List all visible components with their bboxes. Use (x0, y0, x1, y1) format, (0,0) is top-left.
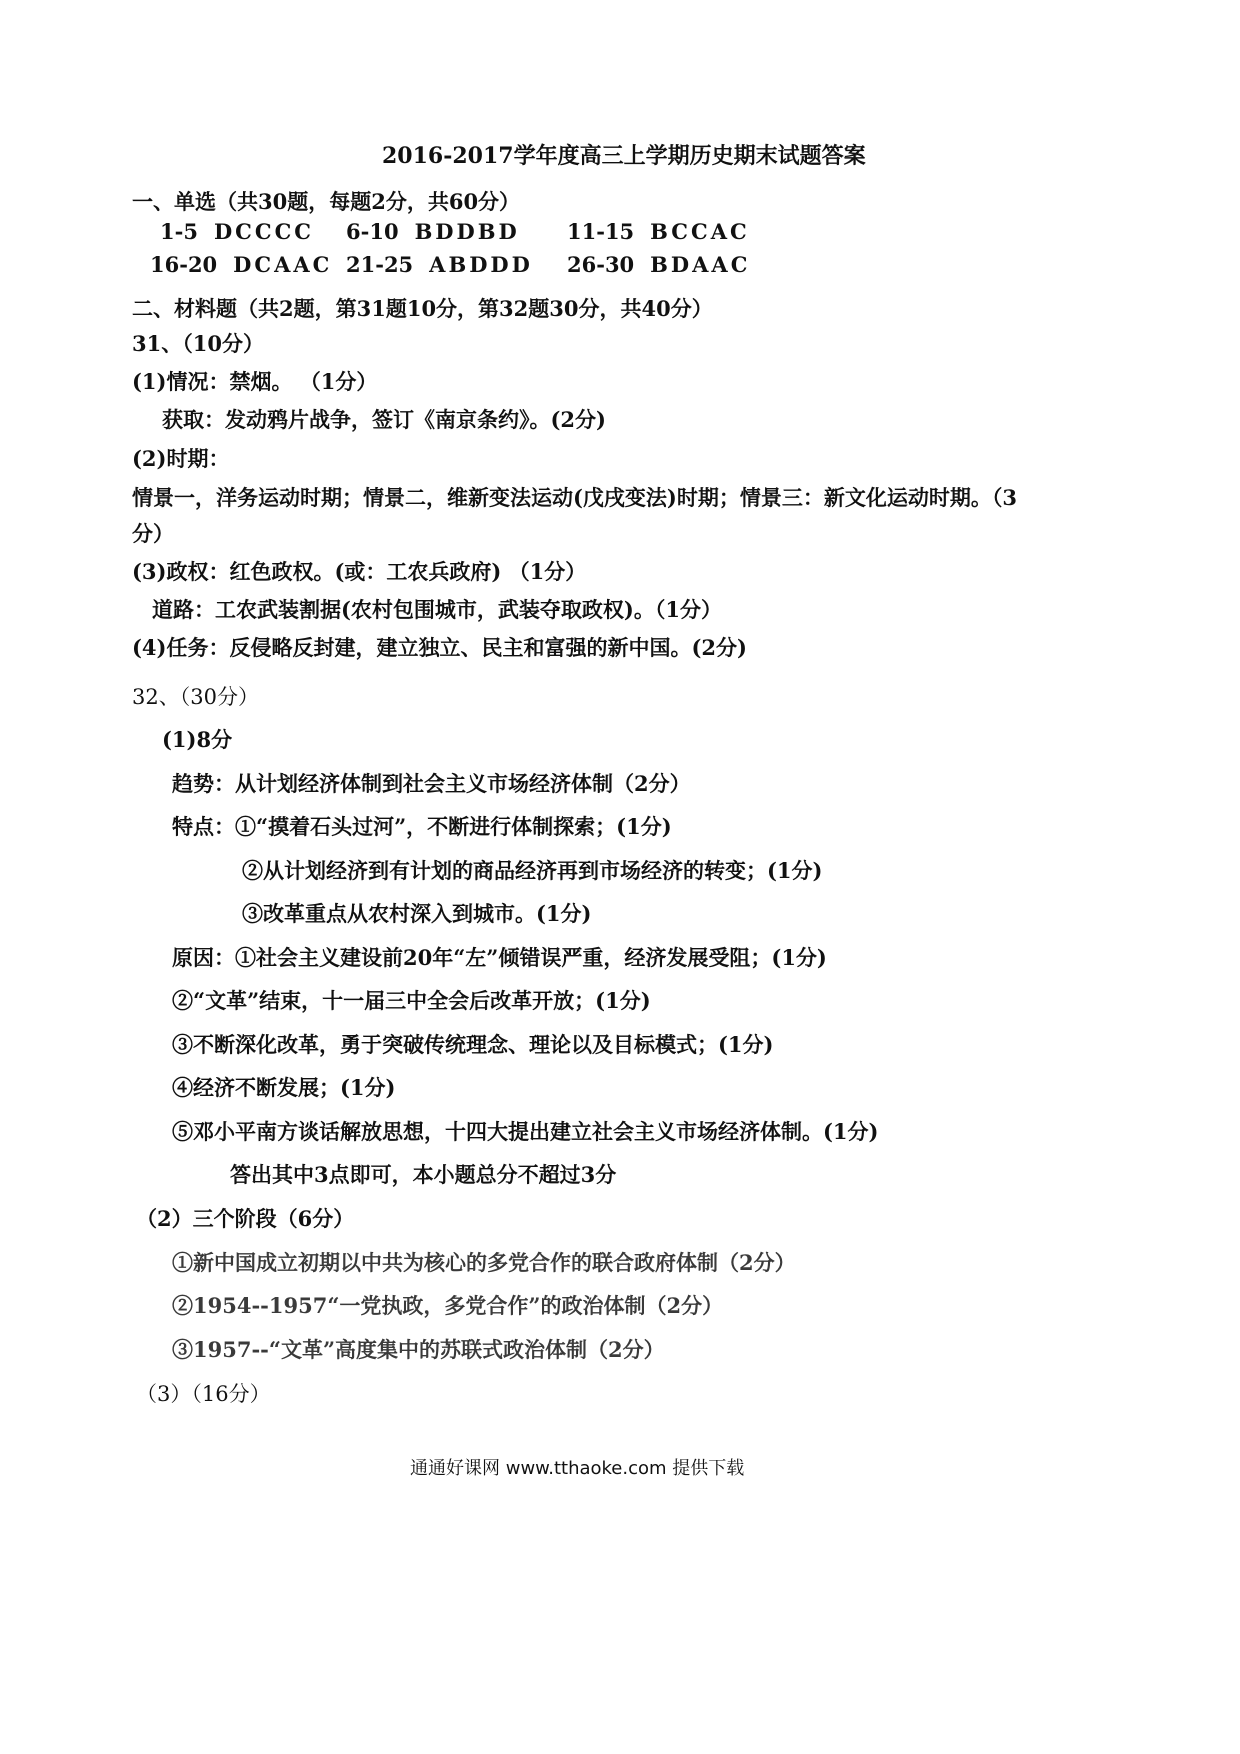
q32-line: ②“文革”结束，十一届三中全会后改革开放；(1分) (172, 988, 651, 1013)
footer: 通通好课网 www.tthaoke.com 提供下载 (410, 1458, 745, 1479)
q31-line: 道路：工农武装割据(农村包围城市，武装夺取政权)。（1分） (152, 597, 722, 622)
q32-line: ③改革重点从农村深入到城市。(1分) (242, 901, 592, 926)
q31-line: (2)时期： (132, 446, 230, 471)
q31-heading: 31、（10分） (132, 331, 264, 356)
answer-cell: 6-10 BDDBD (346, 219, 520, 244)
q32-line: ①新中国成立初期以中共为核心的多党合作的联合政府体制（2分） (172, 1250, 796, 1275)
q32-line: ②1954--1957“一党执政，多党合作”的政治体制（2分） (172, 1293, 724, 1318)
q32-part-3: （3）（16分） (136, 1382, 271, 1406)
q32-line: ③1957--“文革”高度集中的苏联式政治体制（2分） (172, 1337, 665, 1362)
section-1-heading: 一、单选（共30题，每题2分，共60分） (132, 189, 521, 214)
q32-part-1: (1)8分 (162, 727, 233, 752)
q31-line: 情景一，洋务运动时期；情景二，维新变法运动(戊戌变法)时期；情景三：新文化运动时期。（3 (132, 485, 1017, 510)
q32-line: 原因：①社会主义建设前20年“左”倾错误严重，经济发展受阻；(1分) (172, 945, 827, 970)
answer-cell: 1-5 DCCCC (160, 219, 315, 244)
answer-cell: 16-20 DCAAC (150, 252, 333, 277)
section-2-heading: 二、材料题（共2题，第31题10分，第32题30分，共40分） (132, 296, 713, 321)
q32-line: ④经济不断发展；(1分) (172, 1075, 396, 1100)
answer-cell: 26-30 BDAAC (567, 252, 751, 277)
q32-line: ③不断深化改革，勇于突破传统理念、理论以及目标模式；(1分) (172, 1032, 774, 1057)
q32-line: ⑤邓小平南方谈话解放思想，十四大提出建立社会主义市场经济体制。(1分) (172, 1119, 879, 1144)
q31-line: (3)政权：红色政权。(或：工农兵政府) （1分） (132, 559, 587, 584)
q31-line: 获取：发动鸦片战争，签订《南京条约》。(2分) (162, 407, 606, 432)
q31-line: (4)任务：反侵略反封建，建立独立、民主和富强的新中国。(2分) (132, 635, 747, 660)
answer-cell: 21-25 ABDDD (346, 252, 533, 277)
q32-line: 特点：①“摸着石头过河”，不断进行体制探索；(1分) (172, 814, 672, 839)
page-title: 2016-2017学年度高三上学期历史期末试题答案 (382, 143, 866, 169)
q32-heading: 32、（30分） (132, 685, 259, 709)
q31-line: (1)情况：禁烟。 （1分） (132, 369, 378, 394)
q31-line: 分） (132, 521, 174, 546)
q32-line: ②从计划经济到有计划的商品经济再到市场经济的转变；(1分) (242, 858, 823, 883)
answer-cell: 11-15 BCCAC (567, 219, 750, 244)
q32-line: 趋势：从计划经济体制到社会主义市场经济体制（2分） (172, 771, 691, 796)
q32-part-2: （2）三个阶段（6分） (136, 1206, 355, 1231)
q32-note: 答出其中3点即可，本小题总分不超过3分 (230, 1162, 617, 1187)
